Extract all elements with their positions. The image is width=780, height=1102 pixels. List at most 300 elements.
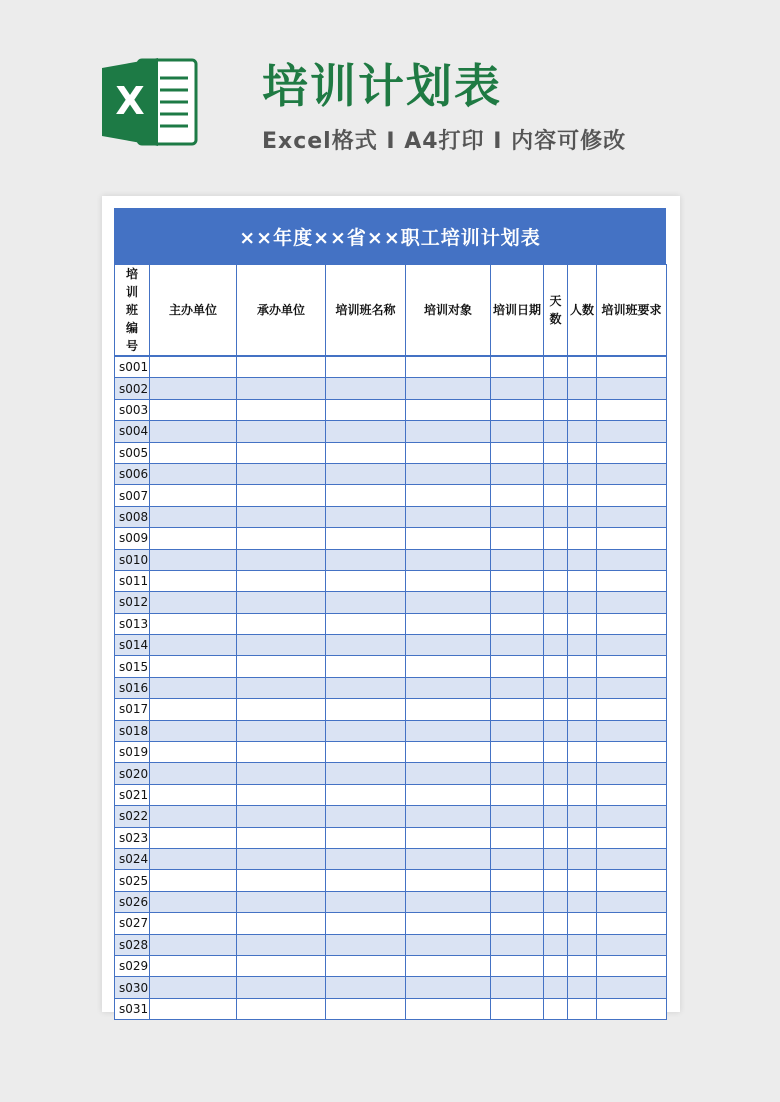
table-cell[interactable] [406,656,491,677]
table-cell[interactable] [491,720,544,741]
row-code-cell[interactable]: s020 [115,763,150,784]
table-cell[interactable] [597,635,667,656]
table-cell[interactable] [406,955,491,976]
table-row [115,870,667,891]
table-cell[interactable] [406,528,491,549]
table-cell[interactable] [491,356,544,378]
table-cell[interactable] [597,891,667,912]
row-code-cell[interactable]: s008 [115,506,150,527]
table-cell[interactable] [406,677,491,698]
table-cell[interactable] [568,570,597,591]
row-code-cell[interactable]: s021 [115,784,150,805]
table-cell[interactable] [491,806,544,827]
table-cell[interactable] [568,613,597,634]
table-cell[interactable] [406,913,491,934]
table-cell[interactable] [568,955,597,976]
table-cell[interactable] [150,485,237,506]
table-cell[interactable] [406,827,491,848]
table-cell[interactable] [597,613,667,634]
table-cell[interactable] [406,378,491,399]
table-cell[interactable] [406,506,491,527]
row-code-cell[interactable]: s012 [115,592,150,613]
table-cell[interactable] [597,827,667,848]
table-cell[interactable] [406,806,491,827]
table-cell[interactable] [406,977,491,998]
table-cell[interactable] [491,528,544,549]
table-cell[interactable] [597,806,667,827]
table-cell[interactable] [568,399,597,420]
table-row [115,806,667,827]
table-cell[interactable] [544,699,568,720]
table-cell[interactable] [237,570,326,591]
row-code-cell[interactable]: s006 [115,463,150,484]
table-cell[interactable] [237,656,326,677]
table-cell[interactable] [237,699,326,720]
table-cell[interactable] [406,613,491,634]
table-cell[interactable] [544,442,568,463]
table-cell[interactable] [406,763,491,784]
table-cell[interactable] [568,378,597,399]
table-cell[interactable] [237,827,326,848]
table-cell[interactable] [597,870,667,891]
table-cell[interactable] [406,720,491,741]
row-code-cell[interactable]: s028 [115,934,150,955]
row-code-cell[interactable]: s024 [115,848,150,869]
table-cell[interactable] [544,806,568,827]
table-cell[interactable] [544,528,568,549]
table-cell[interactable] [597,378,667,399]
table-cell[interactable] [150,998,237,1019]
table-cell[interactable] [150,399,237,420]
table-cell[interactable] [237,806,326,827]
table-cell[interactable] [544,870,568,891]
table-cell[interactable] [597,934,667,955]
table-cell[interactable] [326,656,406,677]
table-cell[interactable] [326,891,406,912]
table-cell[interactable] [491,742,544,763]
table-cell[interactable] [150,870,237,891]
col-header-class-name[interactable]: 培训班名称 [326,265,406,357]
col-header-people[interactable]: 人数 [568,265,597,357]
table-cell[interactable] [491,848,544,869]
table-cell[interactable] [491,784,544,805]
table-cell[interactable] [150,613,237,634]
table-cell[interactable] [568,506,597,527]
table-cell[interactable] [237,485,326,506]
table-cell[interactable] [237,934,326,955]
table-cell[interactable] [491,613,544,634]
table-cell[interactable] [597,506,667,527]
table-cell[interactable] [237,378,326,399]
table-cell[interactable] [406,549,491,570]
table-cell[interactable] [491,635,544,656]
table-cell[interactable] [544,998,568,1019]
table-cell[interactable] [406,570,491,591]
table-cell[interactable] [150,806,237,827]
table-cell[interactable] [597,442,667,463]
table-cell[interactable] [491,442,544,463]
table-row [115,720,667,741]
table-cell[interactable] [150,763,237,784]
row-code-cell[interactable]: s018 [115,720,150,741]
row-code-cell[interactable]: s014 [115,635,150,656]
table-cell[interactable] [237,442,326,463]
table-cell[interactable] [568,891,597,912]
table-cell[interactable] [491,592,544,613]
table-cell[interactable] [491,506,544,527]
table-cell[interactable] [568,870,597,891]
table-cell[interactable] [544,934,568,955]
table-cell[interactable] [597,955,667,976]
col-header-date[interactable]: 培训日期 [491,265,544,357]
table-cell[interactable] [150,570,237,591]
table-cell[interactable] [326,549,406,570]
table-row [115,506,667,527]
table-cell[interactable] [544,891,568,912]
table-cell[interactable] [544,720,568,741]
table-cell[interactable] [150,442,237,463]
table-cell[interactable] [491,677,544,698]
table-cell[interactable] [326,913,406,934]
table-row [115,848,667,869]
table-cell[interactable] [568,356,597,378]
table-cell[interactable] [597,699,667,720]
table-cell[interactable] [597,592,667,613]
table-cell[interactable] [326,806,406,827]
table-cell[interactable] [237,720,326,741]
table-cell[interactable] [597,720,667,741]
table-cell[interactable] [544,677,568,698]
table-cell[interactable] [568,635,597,656]
row-code-cell[interactable]: s001 [115,356,150,378]
table-cell[interactable] [326,528,406,549]
table-cell[interactable] [150,848,237,869]
table-row [115,784,667,805]
row-code-cell[interactable]: s003 [115,399,150,420]
table-cell[interactable] [326,977,406,998]
table-cell[interactable] [326,677,406,698]
row-code-cell[interactable]: s017 [115,699,150,720]
table-cell[interactable] [150,699,237,720]
table-cell[interactable] [568,656,597,677]
row-code-cell[interactable]: s026 [115,891,150,912]
table-cell[interactable] [491,891,544,912]
table-cell[interactable] [326,784,406,805]
table-cell[interactable] [568,998,597,1019]
table-cell[interactable] [597,998,667,1019]
table-cell[interactable] [491,977,544,998]
table-cell[interactable] [568,806,597,827]
table-cell[interactable] [544,635,568,656]
table-cell[interactable] [568,463,597,484]
table-cell[interactable] [597,848,667,869]
table-cell[interactable] [544,549,568,570]
table-cell[interactable] [406,998,491,1019]
table-cell[interactable] [326,998,406,1019]
row-code-cell[interactable]: s027 [115,913,150,934]
table-cell[interactable] [568,913,597,934]
table-cell[interactable] [491,656,544,677]
table-cell[interactable] [326,613,406,634]
row-code-cell[interactable]: s031 [115,998,150,1019]
table-cell[interactable] [237,356,326,378]
col-header-code[interactable]: 培训班编号 [115,265,150,357]
table-cell[interactable] [568,677,597,698]
table-cell[interactable] [150,463,237,484]
table-cell[interactable] [237,399,326,420]
table-cell[interactable] [406,784,491,805]
table-cell[interactable] [237,635,326,656]
table-cell[interactable] [237,784,326,805]
table-cell[interactable] [150,635,237,656]
table-cell[interactable] [406,870,491,891]
table-cell[interactable] [150,528,237,549]
table-cell[interactable] [568,934,597,955]
table-cell[interactable] [326,421,406,442]
table-cell[interactable] [491,870,544,891]
table-cell[interactable] [491,913,544,934]
table-cell[interactable] [237,848,326,869]
table-cell[interactable] [237,913,326,934]
table-cell[interactable] [544,570,568,591]
table-cell[interactable] [597,677,667,698]
table-cell[interactable] [491,378,544,399]
table-cell[interactable] [150,592,237,613]
table-cell[interactable] [237,891,326,912]
table-cell[interactable] [491,399,544,420]
table-cell[interactable] [597,356,667,378]
table-cell[interactable] [597,528,667,549]
col-header-requirements[interactable]: 培训班要求 [597,265,667,357]
table-cell[interactable] [150,506,237,527]
table-cell[interactable] [406,635,491,656]
table-cell[interactable] [150,784,237,805]
table-cell[interactable] [597,549,667,570]
table-cell[interactable] [237,955,326,976]
table-cell[interactable] [568,848,597,869]
table-cell[interactable] [150,720,237,741]
table-cell[interactable] [544,763,568,784]
table-row [115,998,667,1019]
row-code-cell[interactable]: s011 [115,570,150,591]
table-cell[interactable] [568,742,597,763]
table-cell[interactable] [406,485,491,506]
table-cell[interactable] [406,934,491,955]
row-code-cell[interactable]: s025 [115,870,150,891]
table-cell[interactable] [544,784,568,805]
table-cell[interactable] [150,977,237,998]
col-header-host-unit[interactable]: 主办单位 [150,265,237,357]
row-code-cell[interactable]: s015 [115,656,150,677]
table-cell[interactable] [544,399,568,420]
table-cell[interactable] [597,763,667,784]
table-cell[interactable] [544,463,568,484]
table-cell[interactable] [568,784,597,805]
row-code-cell[interactable]: s013 [115,613,150,634]
table-cell[interactable] [326,485,406,506]
table-cell[interactable] [150,356,237,378]
table-row [115,378,667,399]
table-cell[interactable] [568,485,597,506]
table-cell[interactable] [597,977,667,998]
table-cell[interactable] [237,613,326,634]
table-cell[interactable] [491,955,544,976]
table-cell[interactable] [544,378,568,399]
table-cell[interactable] [326,934,406,955]
table-cell[interactable] [150,913,237,934]
table-cell[interactable] [326,442,406,463]
table-cell[interactable] [568,528,597,549]
row-code-cell[interactable]: s009 [115,528,150,549]
table-cell[interactable] [568,592,597,613]
table-cell[interactable] [326,506,406,527]
table-cell[interactable] [237,592,326,613]
table-cell[interactable] [150,742,237,763]
table-cell[interactable] [237,742,326,763]
table-cell[interactable] [237,977,326,998]
table-cell[interactable] [544,977,568,998]
table-cell[interactable] [544,506,568,527]
table-cell[interactable] [568,763,597,784]
table-cell[interactable] [544,421,568,442]
table-cell[interactable] [150,955,237,976]
table-cell[interactable] [237,998,326,1019]
excel-icon [100,56,200,148]
table-cell[interactable] [544,913,568,934]
row-code-cell[interactable]: s023 [115,827,150,848]
table-cell[interactable] [544,848,568,869]
table-cell[interactable] [326,720,406,741]
table-cell[interactable] [544,356,568,378]
table-cell[interactable] [326,570,406,591]
table-row [115,827,667,848]
table-cell[interactable] [597,656,667,677]
table-cell[interactable] [406,421,491,442]
table-cell[interactable] [237,870,326,891]
row-code-cell[interactable]: s005 [115,442,150,463]
table-cell[interactable] [597,570,667,591]
table-cell[interactable] [326,699,406,720]
table-cell[interactable] [326,848,406,869]
table-cell[interactable] [326,463,406,484]
table-cell[interactable] [326,635,406,656]
table-cell[interactable] [326,742,406,763]
table-cell[interactable] [326,399,406,420]
table-cell[interactable] [326,356,406,378]
table-cell[interactable] [150,891,237,912]
row-code-cell[interactable]: s010 [115,549,150,570]
table-cell[interactable] [491,763,544,784]
table-cell[interactable] [491,998,544,1019]
table-cell[interactable] [491,570,544,591]
table-cell[interactable] [237,549,326,570]
table-cell[interactable] [597,913,667,934]
table-cell[interactable] [597,784,667,805]
table-cell[interactable] [150,421,237,442]
table-cell[interactable] [150,656,237,677]
table-cell[interactable] [150,934,237,955]
table-cell[interactable] [326,827,406,848]
table-cell[interactable] [568,977,597,998]
table-cell[interactable] [544,592,568,613]
table-cell[interactable] [568,442,597,463]
row-code-cell[interactable]: s007 [115,485,150,506]
table-cell[interactable] [150,378,237,399]
table-cell[interactable] [406,442,491,463]
table-row [115,742,667,763]
col-header-target[interactable]: 培训对象 [406,265,491,357]
table-cell[interactable] [406,463,491,484]
table-cell[interactable] [491,934,544,955]
table-cell[interactable] [491,421,544,442]
table-cell[interactable] [568,699,597,720]
row-code-cell[interactable]: s030 [115,977,150,998]
table-cell[interactable] [568,827,597,848]
table-cell[interactable] [406,399,491,420]
row-code-cell[interactable]: s004 [115,421,150,442]
table-cell[interactable] [150,827,237,848]
table-row [115,913,667,934]
table-cell[interactable] [326,870,406,891]
table-cell[interactable] [237,506,326,527]
row-code-cell[interactable]: s022 [115,806,150,827]
col-header-organizer-unit[interactable]: 承办单位 [237,265,326,357]
row-code-cell[interactable]: s016 [115,677,150,698]
table-cell[interactable] [237,528,326,549]
table-cell[interactable] [544,613,568,634]
table-cell[interactable] [326,763,406,784]
table-cell[interactable] [406,356,491,378]
table-cell[interactable] [406,699,491,720]
table-cell[interactable] [597,742,667,763]
table-cell[interactable] [491,827,544,848]
table-cell[interactable] [544,955,568,976]
table-cell[interactable] [568,720,597,741]
table-cell[interactable] [406,891,491,912]
table-cell[interactable] [597,421,667,442]
table-cell[interactable] [568,421,597,442]
table-cell[interactable] [544,485,568,506]
table-cell[interactable] [326,592,406,613]
table-cell[interactable] [597,485,667,506]
table-cell[interactable] [491,549,544,570]
table-cell[interactable] [491,463,544,484]
row-code-cell[interactable]: s019 [115,742,150,763]
table-cell[interactable] [150,549,237,570]
table-cell[interactable] [237,677,326,698]
table-cell[interactable] [406,848,491,869]
table-cell[interactable] [406,742,491,763]
table-cell[interactable] [150,677,237,698]
table-cell[interactable] [597,399,667,420]
table-cell[interactable] [491,699,544,720]
table-cell[interactable] [544,827,568,848]
table-cell[interactable] [326,378,406,399]
row-code-cell[interactable]: s002 [115,378,150,399]
table-cell[interactable] [491,485,544,506]
table-cell[interactable] [237,463,326,484]
row-code-cell[interactable]: s029 [115,955,150,976]
table-cell[interactable] [237,763,326,784]
table-cell[interactable] [544,742,568,763]
table-cell[interactable] [406,592,491,613]
table-cell[interactable] [544,656,568,677]
table-cell[interactable] [597,463,667,484]
table-cell[interactable] [568,549,597,570]
col-header-days[interactable]: 天数 [544,265,568,357]
table-cell[interactable] [237,421,326,442]
table-cell[interactable] [326,955,406,976]
